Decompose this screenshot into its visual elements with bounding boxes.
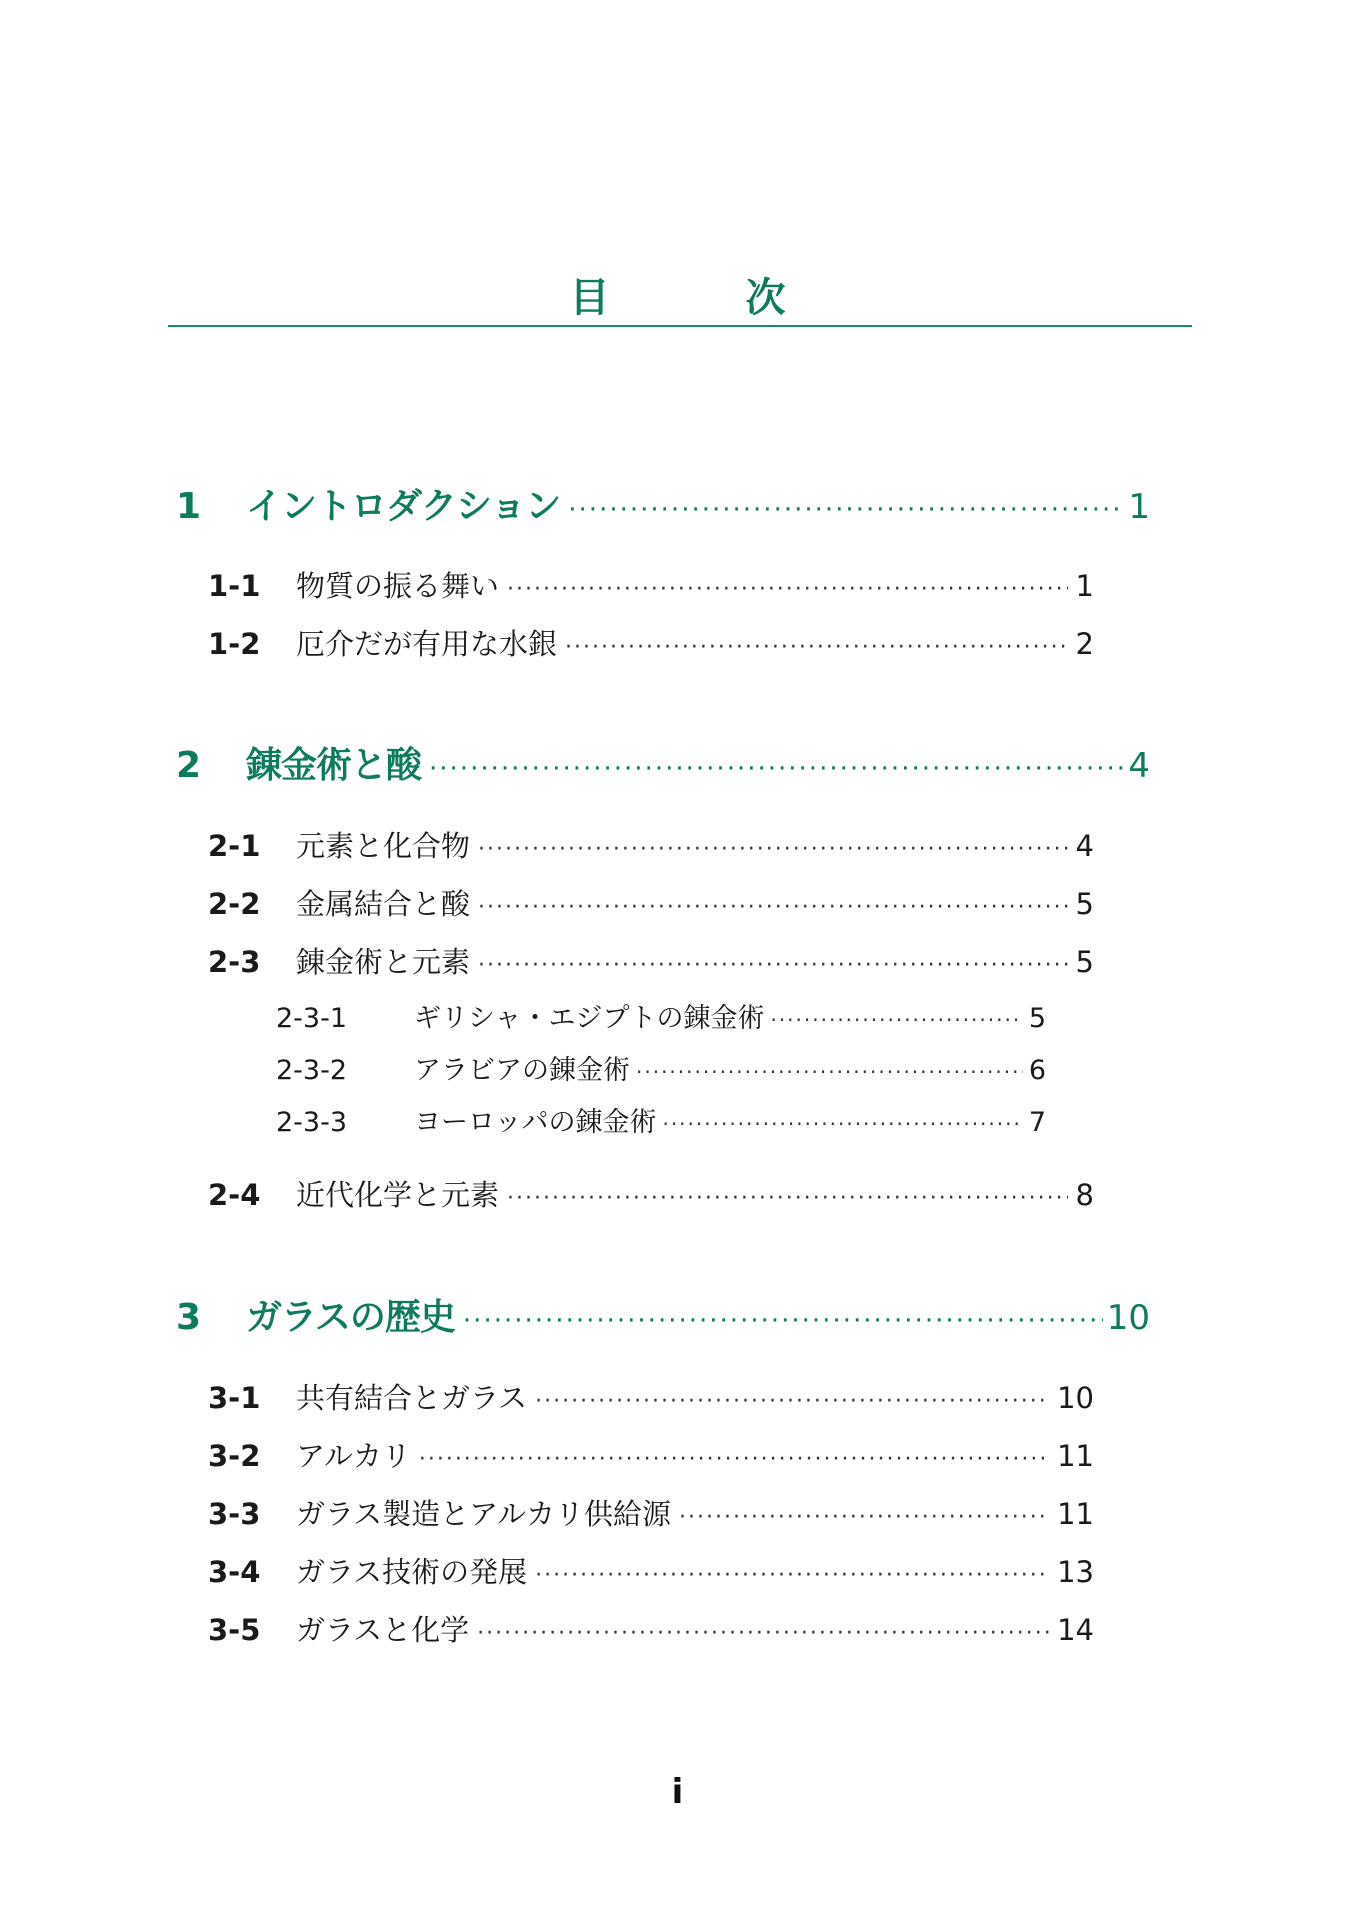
section-title: 共有結合とガラス: [296, 1381, 528, 1415]
section-page: 11: [1057, 1439, 1094, 1473]
subsection-number: 2-3-2: [276, 1055, 348, 1086]
section-number: 3-5: [208, 1613, 261, 1647]
dot-leader: [535, 1563, 1049, 1588]
subsection-page: 5: [1028, 1003, 1046, 1034]
section-title: 物質の振る舞い: [296, 569, 500, 603]
dot-leader: [565, 635, 1068, 660]
toc-section-3-1[interactable]: [208, 1376, 1094, 1417]
dot-leader: [429, 754, 1124, 784]
dot-leader: [419, 1447, 1049, 1472]
chapter-page: 1: [1128, 487, 1150, 527]
toc-subsection-2-3-2[interactable]: [276, 1048, 1046, 1087]
page-folio: i: [671, 1772, 684, 1812]
section-page: 14: [1057, 1613, 1094, 1647]
toc-section-2-3[interactable]: [208, 940, 1094, 981]
section-title: ガラス技術の発展: [296, 1555, 528, 1589]
title-rule: [168, 325, 1192, 327]
toc-section-2-4[interactable]: [208, 1173, 1094, 1214]
dot-leader: [679, 1505, 1049, 1530]
section-number: 1-1: [208, 569, 261, 603]
dot-leader: [507, 1186, 1068, 1211]
chapter-title: イントロダクション: [246, 486, 561, 527]
section-title: 近代化学と元素: [296, 1178, 500, 1212]
chapter-title: ガラスの歴史: [246, 1297, 455, 1338]
toc-section-2-2[interactable]: [208, 882, 1094, 923]
section-page: 10: [1057, 1381, 1094, 1415]
dot-leader: [507, 577, 1068, 602]
page-title: 目 次: [569, 275, 834, 321]
subsection-title: ヨーロッパの錬金術: [414, 1107, 657, 1138]
section-title: 厄介だが有用な水銀: [296, 627, 558, 661]
section-page: 13: [1057, 1555, 1094, 1589]
dot-leader: [478, 953, 1068, 978]
subsection-page: 7: [1028, 1107, 1046, 1138]
dot-leader: [568, 495, 1124, 525]
chapter-page: 10: [1106, 1298, 1150, 1338]
section-page: 4: [1075, 829, 1094, 863]
section-title: 元素と化合物: [296, 829, 471, 863]
section-number: 3-3: [208, 1497, 261, 1531]
toc-section-3-5[interactable]: [208, 1608, 1094, 1649]
toc-section-3-2[interactable]: [208, 1434, 1094, 1475]
section-page: 11: [1057, 1497, 1094, 1531]
section-number: 3-4: [208, 1555, 261, 1589]
section-number: 2-1: [208, 829, 261, 863]
toc-subsection-2-3-3[interactable]: [276, 1100, 1046, 1139]
toc-section-2-1[interactable]: [208, 824, 1094, 865]
dot-leader: [478, 837, 1068, 862]
section-title: 錬金術と元素: [296, 945, 471, 979]
subsection-number: 2-3-3: [276, 1107, 348, 1138]
section-page: 1: [1075, 569, 1094, 603]
dot-leader: [770, 1008, 1022, 1032]
section-page: 5: [1075, 887, 1094, 921]
section-number: 3-2: [208, 1439, 261, 1473]
section-title: 金属結合と酸: [296, 887, 471, 921]
toc-chapter-2[interactable]: [176, 737, 1150, 788]
section-number: 2-2: [208, 887, 261, 921]
chapter-number: 3: [176, 1297, 202, 1338]
toc-subsection-2-3-1[interactable]: [276, 996, 1046, 1035]
toc-section-3-4[interactable]: [208, 1550, 1094, 1591]
chapter-number: 1: [176, 486, 202, 527]
section-number: 2-4: [208, 1178, 261, 1212]
dot-leader: [477, 1621, 1049, 1646]
section-page: 2: [1075, 627, 1094, 661]
section-number: 2-3: [208, 945, 261, 979]
dot-leader: [463, 1306, 1103, 1336]
subsection-page: 6: [1028, 1055, 1046, 1086]
chapter-title: 錬金術と酸: [246, 745, 422, 786]
dot-leader: [662, 1112, 1022, 1136]
toc-section-3-3[interactable]: [208, 1492, 1094, 1533]
section-title: アルカリ: [296, 1439, 411, 1473]
section-number: 3-1: [208, 1381, 261, 1415]
chapter-page: 4: [1128, 746, 1150, 786]
subsection-title: アラビアの錬金術: [414, 1055, 630, 1086]
section-title: ガラス製造とアルカリ供給源: [296, 1497, 671, 1531]
chapter-number: 2: [176, 745, 202, 786]
dot-leader: [535, 1389, 1049, 1414]
dot-leader: [478, 895, 1068, 920]
dot-leader: [636, 1060, 1023, 1084]
subsection-number: 2-3-1: [276, 1003, 348, 1034]
subsection-title: ギリシャ・エジプトの錬金術: [414, 1003, 765, 1034]
section-page: 8: [1075, 1178, 1094, 1212]
toc-section-1-2[interactable]: [208, 622, 1094, 663]
toc-section-1-1[interactable]: [208, 564, 1094, 605]
toc-chapter-1[interactable]: [176, 478, 1150, 529]
section-page: 5: [1075, 945, 1094, 979]
section-title: ガラスと化学: [296, 1613, 470, 1647]
section-number: 1-2: [208, 627, 261, 661]
toc-chapter-3[interactable]: [176, 1289, 1150, 1340]
